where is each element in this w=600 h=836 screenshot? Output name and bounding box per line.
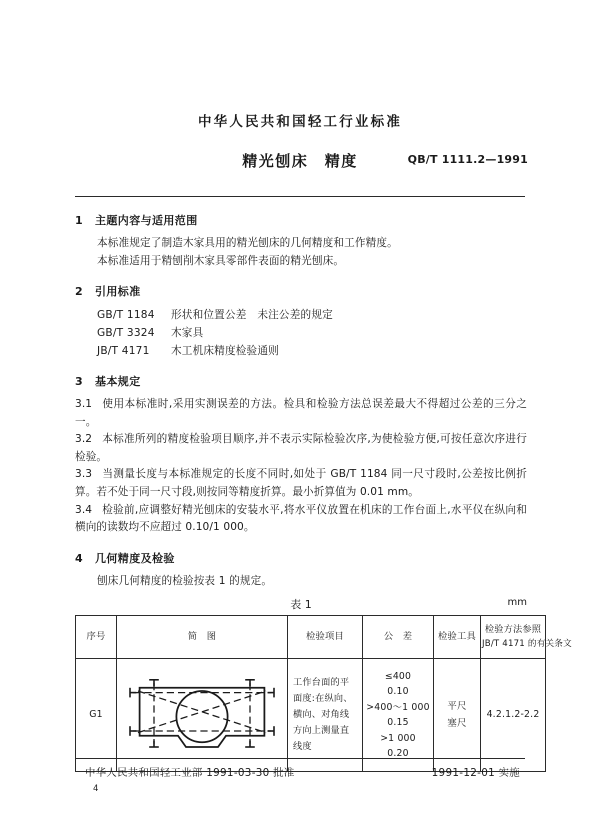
column-header-reference-line1: 检验方法参照 bbox=[484, 624, 542, 636]
inspection-item-text: 工作台面的平面度:在纵向、横向、对角线方向上测量直线度 bbox=[293, 677, 353, 753]
section-1-paragraph-1: 本标准规定了制造木家具用的精光刨床的几何精度和工作精度。 bbox=[97, 237, 398, 249]
reference-code: GB/T 3324 bbox=[97, 327, 155, 339]
section-2-title: 引用标准 bbox=[95, 285, 141, 298]
section-1-paragraph-2: 本标准适用于精刨削木家具零部件表面的精光刨床。 bbox=[97, 254, 345, 267]
section-1-heading bbox=[75, 212, 527, 228]
column-header-reference bbox=[481, 616, 572, 659]
clause-3-4-text: 检验前,应调整好精光刨床的安装水平,将水平仪放置在机床的工作台面上,水平仪在纵向和横向的读数均不应超过 0.10/1 000。 bbox=[75, 503, 527, 534]
tolerance-list bbox=[364, 669, 432, 762]
document-title: 中华人民共和国轻工行业标准 bbox=[197, 114, 403, 130]
table-body bbox=[76, 659, 546, 772]
geometric-accuracy-table bbox=[75, 615, 572, 772]
clause-3-1-text: 使用本标准时,采用实测误差的方法。检具和检验方法总误差最大不得超过公差的三分之一。 bbox=[75, 398, 527, 428]
section-3-heading bbox=[75, 373, 527, 389]
section-3-title: 基本规定 bbox=[95, 375, 141, 388]
table-head bbox=[76, 616, 572, 659]
section-4-title: 几何精度及检验 bbox=[95, 551, 175, 565]
column-header-item: 检验项目 bbox=[288, 616, 363, 659]
section-1-number: 1 bbox=[75, 214, 84, 227]
clause-3-3 bbox=[75, 466, 527, 501]
table-row bbox=[76, 659, 546, 772]
tool-list bbox=[435, 698, 479, 732]
section-3-number: 3 bbox=[75, 375, 84, 388]
table-caption-row bbox=[75, 596, 527, 612]
tolerance-range: >1 000 bbox=[380, 732, 416, 744]
reference-code: JB/T 4171 bbox=[97, 345, 150, 357]
clause-3-1 bbox=[75, 396, 527, 431]
column-header-no: 序号 bbox=[76, 616, 117, 659]
cell-figure bbox=[117, 659, 288, 772]
clause-3-4-number: 3.4 bbox=[75, 503, 93, 516]
clause-3-1-number: 3.1 bbox=[75, 398, 93, 410]
column-header-reference-line2: JB/T 4171 的有关条文 bbox=[482, 639, 572, 650]
tolerance-range: >400～1 000 bbox=[366, 701, 430, 713]
section-4-number: 4 bbox=[75, 551, 84, 565]
cell-inspection-tool bbox=[434, 659, 481, 772]
footer-effective: 1991-12-01 实施 bbox=[431, 767, 520, 779]
column-header-tool: 检验工具 bbox=[434, 616, 481, 659]
clause-3-3-text: 当测量长度与本标准规定的长度不同时,如处于 GB/T 1184 同一尺寸段时,公差按比例折算。若不处于同一尺寸段,则按同等精度折算。最小折算值为 0.01 mm。 bbox=[75, 468, 527, 498]
reference-standard-item bbox=[75, 324, 527, 342]
standard-number: QB/T 1111.2—1991 bbox=[407, 153, 528, 166]
clause-3-2 bbox=[75, 431, 527, 466]
footer-approval: 中华人民共和国轻工业部 1991-03-30 批准 bbox=[85, 767, 295, 779]
section-4-paragraph-1: 刨床几何精度的检验按表 1 的规定。 bbox=[97, 574, 273, 587]
section-4-heading bbox=[75, 550, 527, 566]
tool-item: 平尺 bbox=[447, 701, 467, 713]
table-header-row bbox=[76, 616, 546, 659]
column-header-figure: 简 图 bbox=[117, 616, 288, 659]
cell-tolerance bbox=[363, 659, 434, 772]
clause-3-4 bbox=[75, 502, 527, 537]
subject-row bbox=[0, 150, 600, 174]
page-number: 4 bbox=[93, 784, 99, 794]
table-caption: 表 1 bbox=[290, 598, 312, 612]
table-unit: mm bbox=[507, 597, 527, 609]
reference-code: GB/T 1184 bbox=[97, 309, 155, 321]
section-1-title: 主题内容与适用范围 bbox=[95, 214, 198, 227]
subject-title: 精光刨床 精度 bbox=[242, 152, 358, 170]
worktable-flatness-figure bbox=[122, 667, 282, 763]
clause-3-2-number: 3.2 bbox=[75, 433, 93, 446]
header-divider bbox=[75, 196, 525, 197]
clause-3-2-text: 本标准所列的精度检验项目顺序,并不表示实际检验次序,为使检验方便,可按任意次序进行检验。 bbox=[75, 433, 527, 463]
footer-divider bbox=[75, 758, 525, 759]
reference-standard-item bbox=[75, 342, 527, 360]
tolerance-value: 0.10 bbox=[387, 686, 409, 698]
section-2-number: 2 bbox=[75, 285, 84, 298]
cell-row-no: G1 bbox=[76, 659, 117, 772]
worktable-diagram bbox=[122, 667, 282, 763]
reference-name: 形状和位置公差 未注公差的规定 bbox=[171, 309, 333, 321]
tolerance-value: 0.20 bbox=[387, 748, 409, 760]
section-2-heading bbox=[75, 283, 527, 299]
cell-inspection-item bbox=[288, 659, 363, 772]
tolerance-value: 0.15 bbox=[387, 717, 409, 729]
cell-reference-clause: 4.2.1.2-2.2 bbox=[481, 659, 546, 772]
clause-3-3-number: 3.3 bbox=[75, 468, 93, 481]
reference-standard-item bbox=[75, 306, 527, 324]
column-header-tolerance: 公 差 bbox=[363, 616, 434, 659]
tool-item: 塞尺 bbox=[447, 718, 467, 730]
document-body bbox=[75, 212, 572, 772]
tolerance-range: ≤400 bbox=[384, 670, 412, 682]
reference-name: 木家具 bbox=[171, 327, 204, 339]
reference-name: 木工机床精度检验通则 bbox=[171, 345, 279, 357]
